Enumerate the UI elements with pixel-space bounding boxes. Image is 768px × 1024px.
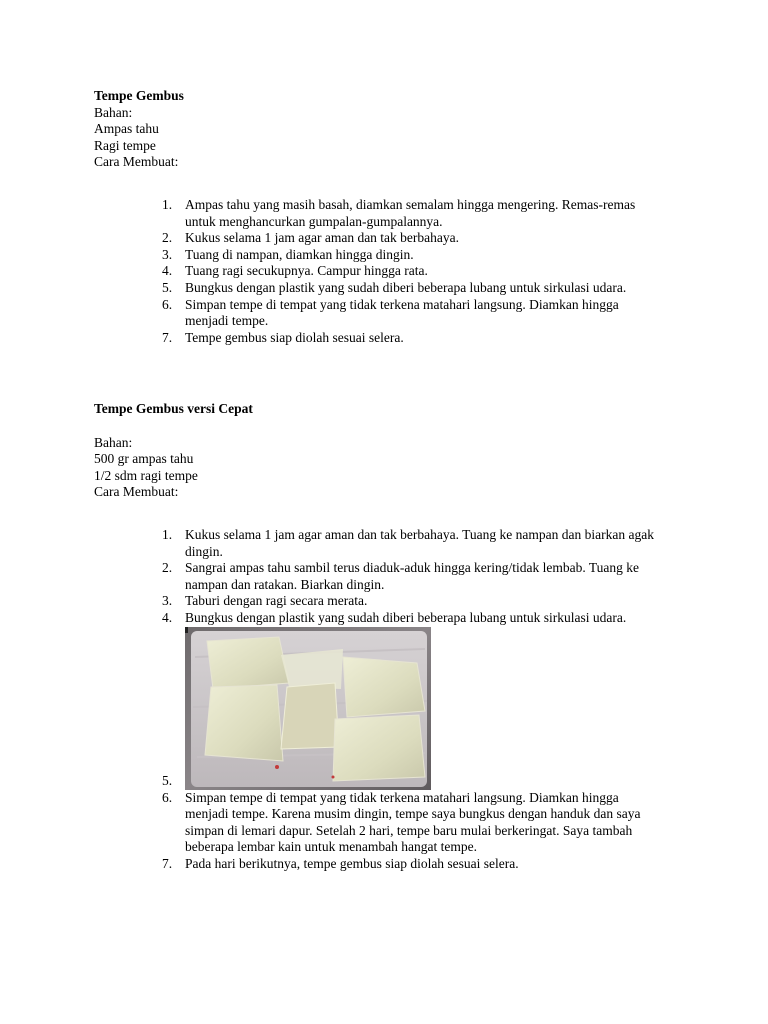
step-item xyxy=(94,330,665,347)
step-text: Taburi dengan ragi secara merata. xyxy=(185,593,368,609)
step-number: 3. xyxy=(162,246,173,262)
ingredients-label: Bahan: xyxy=(94,104,133,120)
step-item xyxy=(94,610,665,627)
step-number: 2. xyxy=(162,560,173,576)
ingredient-item: Ragi tempe xyxy=(94,137,156,153)
step-number: 1. xyxy=(162,196,173,212)
step-item xyxy=(94,856,665,873)
step-text: Pada hari berikutnya, tempe gembus siap diolah sesuai selera. xyxy=(185,855,519,871)
step-text: Tuang ragi secukupnya. Campur hingga rata. xyxy=(185,263,428,279)
step-item xyxy=(94,230,665,247)
step-text: Bungkus dengan plastik yang sudah diberi beberapa lubang untuk sirkulasi udara. xyxy=(185,279,627,295)
tempe-packets-photo xyxy=(185,627,431,790)
step-item xyxy=(94,593,665,610)
step-number: 5. xyxy=(162,772,173,788)
step-text: Sangrai ampas tahu sambil terus diaduk-aduk hingga kering/tidak lembab. Tuang ke nampan dan ratakan. Biarkan dingin. xyxy=(185,560,640,592)
method-label: Cara Membuat: xyxy=(94,484,179,500)
step-text: Simpan tempe di tempat yang tidak terkena matahari langsung. Diamkan hingga menjadi tempe. xyxy=(185,296,619,329)
step-item xyxy=(94,280,665,297)
recipe-title: Tempe Gembus xyxy=(94,88,184,103)
step-item xyxy=(94,247,665,264)
method-label: Cara Membuat: xyxy=(94,154,179,170)
steps-list xyxy=(94,197,694,346)
step-number: 7. xyxy=(162,855,173,871)
step-number: 7. xyxy=(162,329,173,345)
step-text: Simpan tempe di tempat yang tidak terkena matahari langsung. Diamkan hingga menjadi tempe. Karena musim dingin, tempe saya bungkus dengan handuk dan saya simpan di lemari dapur. Setelah 2 hari, tempe baru mulai berkeringat. Saya tambah beberapa lembar kain untuk menambah hangat tempe. xyxy=(185,789,641,855)
step-item xyxy=(94,560,665,593)
step-text: Tuang di nampan, diamkan hingga dingin. xyxy=(185,246,414,262)
step-item xyxy=(94,263,665,280)
step-item xyxy=(94,297,665,330)
step-text: Ampas tahu yang masih basah, diamkan semalam hingga mengering. Remas-remas untuk menghancurkan gumpalan-gumpalannya. xyxy=(185,196,636,229)
step-number: 3. xyxy=(162,593,173,609)
ingredient-item: 1/2 sdm ragi tempe xyxy=(94,467,198,483)
step-number: 5. xyxy=(162,279,173,295)
step-text: Tempe gembus siap diolah sesuai selera. xyxy=(185,329,404,345)
step-number: 2. xyxy=(162,230,173,246)
step-text: Kukus selama 1 jam agar aman dan tak berbahaya. xyxy=(185,230,460,246)
step-item xyxy=(94,197,665,230)
step-text: Bungkus dengan plastik yang sudah diberi beberapa lubang untuk sirkulasi udara. xyxy=(185,609,627,625)
step-text: Kukus selama 1 jam agar aman dan tak berbahaya. Tuang ke nampan dan biarkan agak dingin. xyxy=(185,526,654,559)
recipe-title: Tempe Gembus versi Cepat xyxy=(94,401,253,416)
steps-list xyxy=(94,527,694,873)
ingredients-label: Bahan: xyxy=(94,434,133,450)
step-number: 1. xyxy=(162,526,173,542)
step-number: 6. xyxy=(162,296,173,312)
step-number: 4. xyxy=(162,263,173,279)
step-item xyxy=(94,627,665,790)
step-item xyxy=(94,527,665,560)
recipe-section-1 xyxy=(94,88,694,346)
ingredient-item: 500 gr ampas tahu xyxy=(94,451,194,467)
step-number: 6. xyxy=(162,789,173,805)
recipe-section-2 xyxy=(94,401,694,873)
ingredient-item: Ampas tahu xyxy=(94,121,159,137)
step-item xyxy=(94,790,665,856)
step-number: 4. xyxy=(162,609,173,625)
